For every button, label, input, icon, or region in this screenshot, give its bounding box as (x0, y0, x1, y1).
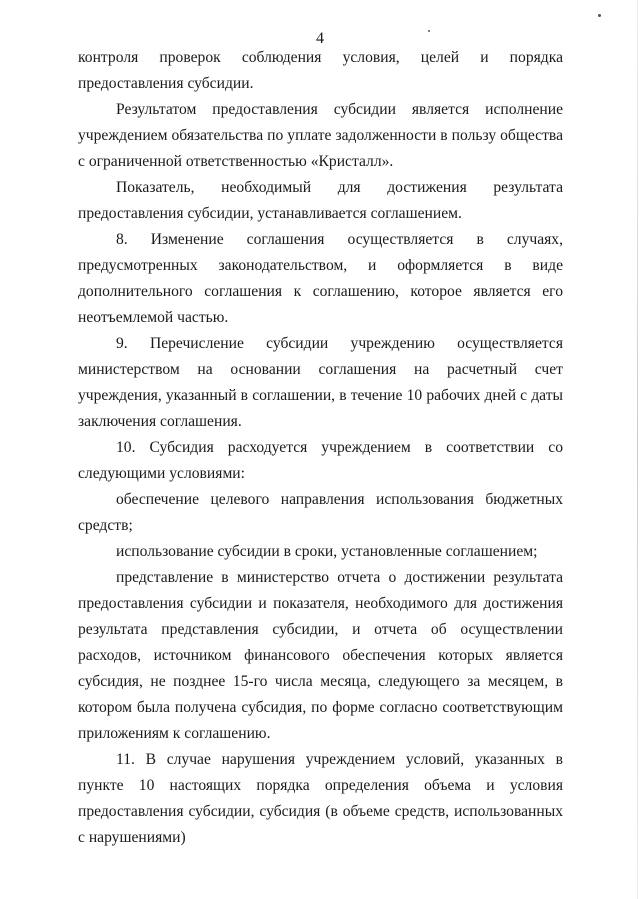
paragraph-1: контроля проверок соблюдения условия, целей и порядка предоставления субсидии. (78, 49, 563, 92)
paragraph-2: Результатом предоставления субсидии является исполнение учреждением обязательства по уплате задолженности в пользу общества с ограниченной ответственностью «Кристалл». (78, 101, 563, 170)
paragraph-8: использование субсидии в сроки, установленные соглашением; (116, 543, 538, 560)
paragraph-7: обеспечение целевого направления использования бюджетных средств; (78, 491, 563, 534)
paragraph-3: Показатель, необходимый для достижения результата предоставления субсидии, устанавливается соглашением. (78, 179, 563, 222)
scan-edge (637, 0, 638, 899)
paragraph-6: 10. Субсидия расходуется учреждением в соответствии со следующими условиями: (78, 439, 563, 482)
paragraph-10: 11. В случае нарушения учреждением условий, указанных в пункте 10 настоящих порядка определения объема и условия предоставления субсидии, субсидия (в объеме средств, использованных с нарушениями) (78, 751, 563, 846)
paragraph-9: представление в министерство отчета о достижении результата предоставления субсидии и показателя, необходимого для достижения результата представления субсидии, и отчета об осуществлении расходов, источником финансового обеспечения которых является субсидия, не позднее 15-го числа месяца, следующего за месяцем, в котором была получена субсидия, по форме согласно соответствующим приложениям к соглашению. (78, 569, 563, 742)
paragraph-5: 9. Перечисление субсидии учреждению осуществляется министерством на основании соглашения на расчетный счет учреждения, указанный в соглашении, в течение 10 рабочих дней с даты заключения соглашения. (78, 335, 563, 430)
document-body (78, 45, 563, 851)
page-number: 4 (316, 30, 324, 47)
scan-speck (598, 14, 601, 17)
paragraph-4: 8. Изменение соглашения осуществляется в случаях, предусмотренных законодательством, и оформляется в виде дополнительного соглашения к соглашению, которое является его неотъемлемой частью. (78, 231, 563, 326)
